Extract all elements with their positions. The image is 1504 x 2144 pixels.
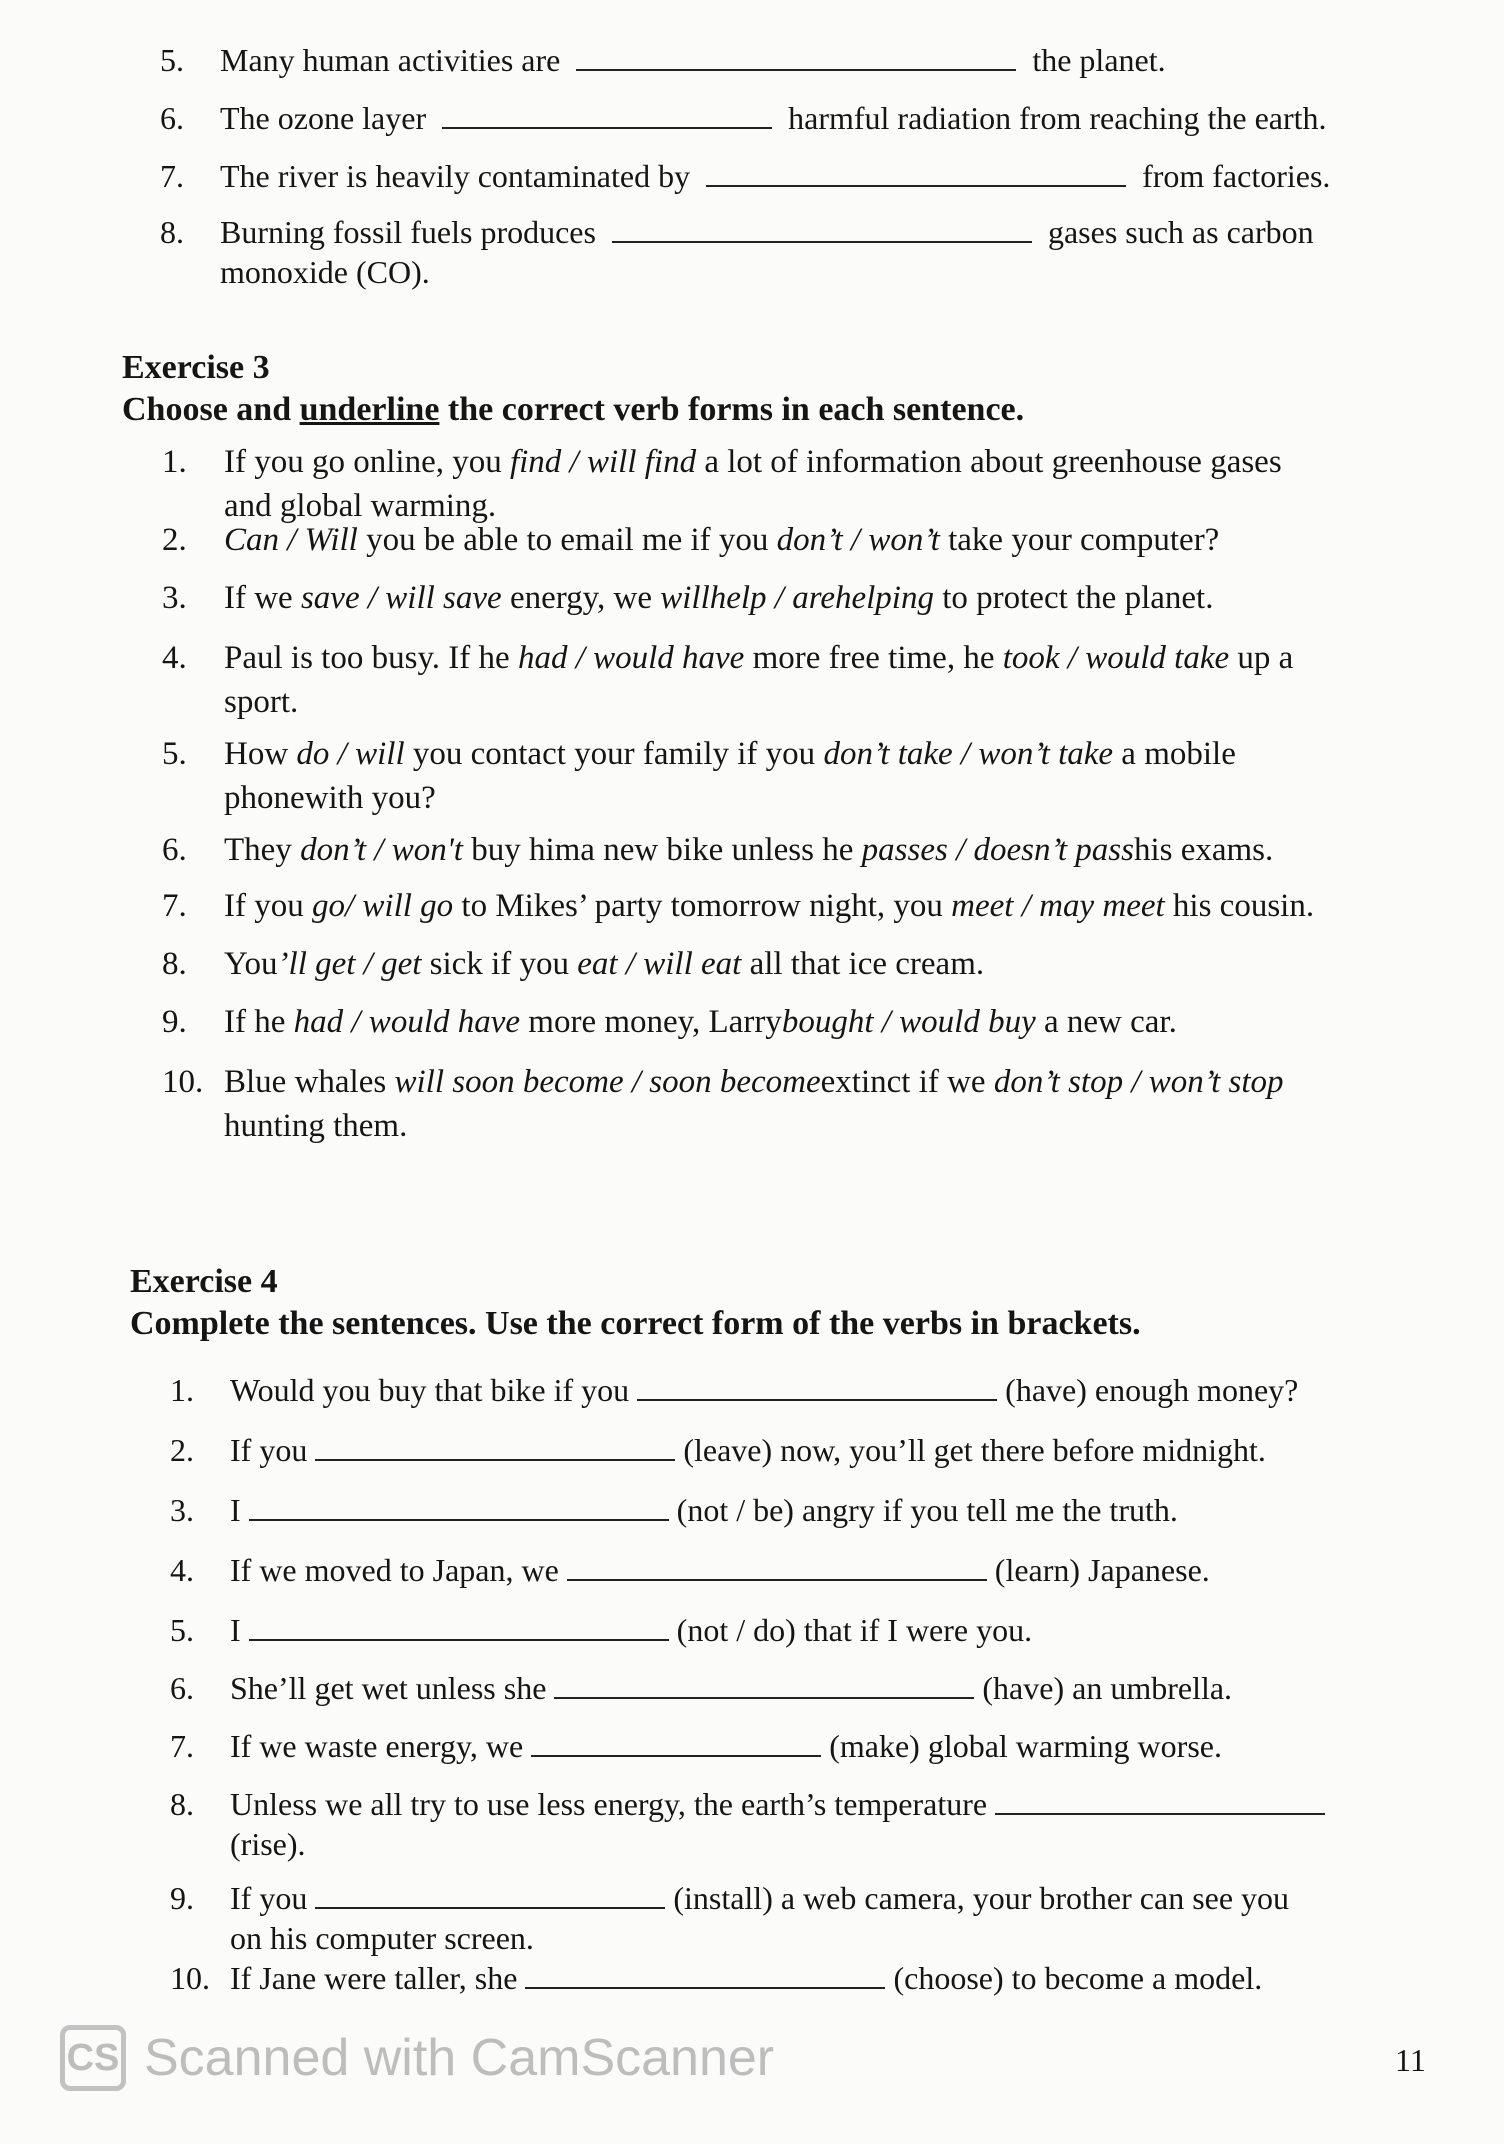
answer-blank[interactable]	[554, 1675, 974, 1699]
answer-blank[interactable]	[531, 1733, 821, 1757]
item-sentence[interactable]: If you go online, you find / will find a lot of information about greenhouse gases and global warming.	[224, 444, 1282, 524]
answer-blank[interactable]	[315, 1885, 665, 1909]
page-number: 11	[1395, 2042, 1426, 2078]
answer-blank[interactable]	[525, 1965, 885, 1989]
item-sentence[interactable]: Can / Will you be able to email me if you don’t / won’t take your computer?	[224, 522, 1220, 558]
ex3-item	[162, 942, 1422, 986]
item-text-after: (learn) Japanese.	[994, 1552, 1210, 1588]
ex4-item	[170, 1370, 1420, 1410]
answer-blank[interactable]	[576, 47, 1016, 71]
ex2-item	[160, 40, 1420, 80]
item-text-after: the planet.	[1032, 42, 1166, 78]
item-number: 8.	[162, 946, 187, 982]
item-number: 6.	[160, 100, 184, 136]
item-number: 4.	[162, 640, 187, 676]
item-text-after: (not / do) that if I were you.	[676, 1612, 1033, 1648]
item-text-after: (have) an umbrella.	[982, 1670, 1233, 1706]
item-number: 5.	[160, 42, 184, 78]
ex3-item	[162, 884, 1422, 928]
item-text-before: The ozone layer	[220, 100, 427, 136]
item-text-after: (have) enough money?	[1005, 1372, 1299, 1408]
item-number: 8.	[170, 1786, 194, 1822]
item-text-line2: (rise).	[230, 1826, 306, 1862]
item-number: 7.	[160, 158, 184, 194]
exercise-4-instruction: Complete the sentences. Use the correct form of the verbs in brackets.	[130, 1305, 1141, 1342]
item-number: 7.	[162, 888, 187, 924]
item-text-before: If we waste energy, we	[230, 1728, 524, 1764]
item-sentence[interactable]: If you go/ will go to Mikes’ party tomorrow night, you meet / may meet his cousin.	[224, 888, 1315, 924]
item-sentence[interactable]: If he had / would have more money, Larrybought / would buy a new car.	[224, 1004, 1177, 1040]
exercise-3-instruction: Choose and underline the correct verb forms in each sentence.	[122, 391, 1025, 428]
item-number: 2.	[162, 522, 187, 558]
item-number: 3.	[170, 1492, 194, 1528]
ex4-item	[170, 1430, 1420, 1470]
item-sentence[interactable]: If we save / will save energy, we willhelp / arehelping to protect the planet.	[224, 580, 1214, 616]
ex3-item	[162, 440, 1422, 528]
item-text-before: The river is heavily contaminated by	[220, 158, 691, 194]
answer-blank[interactable]	[249, 1497, 669, 1521]
item-sentence[interactable]: You’ll get / get sick if you eat / will eat all that ice cream.	[224, 946, 985, 982]
item-text-after: (not / be) angry if you tell me the truth.	[676, 1492, 1178, 1528]
item-number: 1.	[162, 444, 187, 480]
item-text-after: (make) global warming worse.	[829, 1728, 1222, 1764]
item-number: 2.	[170, 1432, 194, 1468]
item-text-before: If we moved to Japan, we	[230, 1552, 559, 1588]
item-text-line2: monoxide (CO).	[220, 254, 430, 290]
item-sentence[interactable]: Blue whales will soon become / soon becomeextinct if we don’t stop / won’t stop hunting them.	[224, 1064, 1284, 1144]
item-text-before: I	[230, 1612, 241, 1648]
item-number: 6.	[162, 832, 187, 868]
ex4-item	[170, 1610, 1420, 1650]
item-number: 8.	[160, 214, 184, 250]
ex3-item	[162, 1000, 1422, 1044]
ex3-item	[162, 732, 1422, 820]
item-text-after: (install) a web camera, your brother can see you	[673, 1880, 1290, 1916]
item-number: 5.	[170, 1612, 194, 1648]
ex3-item	[162, 828, 1422, 872]
item-text-after: (choose) to become a model.	[893, 1960, 1263, 1996]
item-number: 7.	[170, 1728, 194, 1764]
item-sentence[interactable]: How do / will you contact your family if you don’t take / won’t take a mobile phonewith you?	[224, 736, 1236, 816]
item-text-before: She’ll get wet unless she	[230, 1670, 547, 1706]
ex4-item	[170, 1726, 1420, 1766]
ex4-item	[170, 1550, 1420, 1590]
ex4-item	[170, 1784, 1420, 1864]
camscanner-logo-icon: CS	[60, 2025, 126, 2091]
ex4-item	[170, 1668, 1420, 1708]
item-text-before: If you	[230, 1880, 308, 1916]
item-sentence[interactable]: Paul is too busy. If he had / would have more free time, he took / would take up a sport.	[224, 640, 1294, 720]
item-text-before: If you	[230, 1432, 308, 1468]
item-text-before: Many human activities are	[220, 42, 561, 78]
ex3-item	[162, 636, 1422, 724]
item-text-line2: on his computer screen.	[230, 1920, 534, 1956]
answer-blank[interactable]	[706, 163, 1126, 187]
item-number: 3.	[162, 580, 187, 616]
ex4-item	[170, 1878, 1420, 1958]
item-number: 1.	[170, 1372, 194, 1408]
answer-blank[interactable]	[995, 1791, 1325, 1815]
ex3-item	[162, 518, 1422, 562]
item-text-after: gases such as carbon	[1047, 214, 1314, 250]
ex4-item	[170, 1490, 1420, 1530]
answer-blank[interactable]	[442, 105, 772, 129]
exercise-3-title: Exercise 3	[122, 349, 270, 386]
item-number: 10.	[170, 1960, 210, 1996]
answer-blank[interactable]	[637, 1377, 997, 1401]
item-text-before: Burning fossil fuels produces	[220, 214, 596, 250]
answer-blank[interactable]	[567, 1557, 987, 1581]
answer-blank[interactable]	[249, 1617, 669, 1641]
item-text-before: I	[230, 1492, 241, 1528]
answer-blank[interactable]	[315, 1437, 675, 1461]
item-number: 4.	[170, 1552, 194, 1588]
item-text-after: harmful radiation from reaching the earth.	[788, 100, 1327, 136]
item-sentence[interactable]: They don’t / won't buy hima new bike unless he passes / doesn’t passhis exams.	[224, 832, 1274, 868]
item-number: 9.	[170, 1880, 194, 1916]
item-text-before: Unless we all try to use less energy, the earth’s temperature	[230, 1786, 988, 1822]
ex2-item	[160, 98, 1420, 138]
item-number: 10.	[162, 1064, 204, 1100]
scanner-text: Scanned with CamScanner	[144, 2029, 775, 2087]
ex2-item	[160, 212, 1420, 292]
exercise-4-title: Exercise 4	[130, 1263, 278, 1300]
ex3-item	[162, 1060, 1422, 1148]
ex4-item	[170, 1958, 1420, 1998]
item-number: 5.	[162, 736, 187, 772]
camscanner-watermark	[60, 2025, 774, 2091]
item-text-after: (leave) now, you’ll get there before midnight.	[683, 1432, 1266, 1468]
item-number: 9.	[162, 1004, 187, 1040]
answer-blank[interactable]	[612, 219, 1032, 243]
ex2-item	[160, 156, 1420, 196]
ex3-item	[162, 576, 1422, 620]
item-number: 6.	[170, 1670, 194, 1706]
item-text-before: Would you buy that bike if you	[230, 1372, 630, 1408]
item-text-after: from factories.	[1142, 158, 1331, 194]
item-text-before: If Jane were taller, she	[230, 1960, 518, 1996]
